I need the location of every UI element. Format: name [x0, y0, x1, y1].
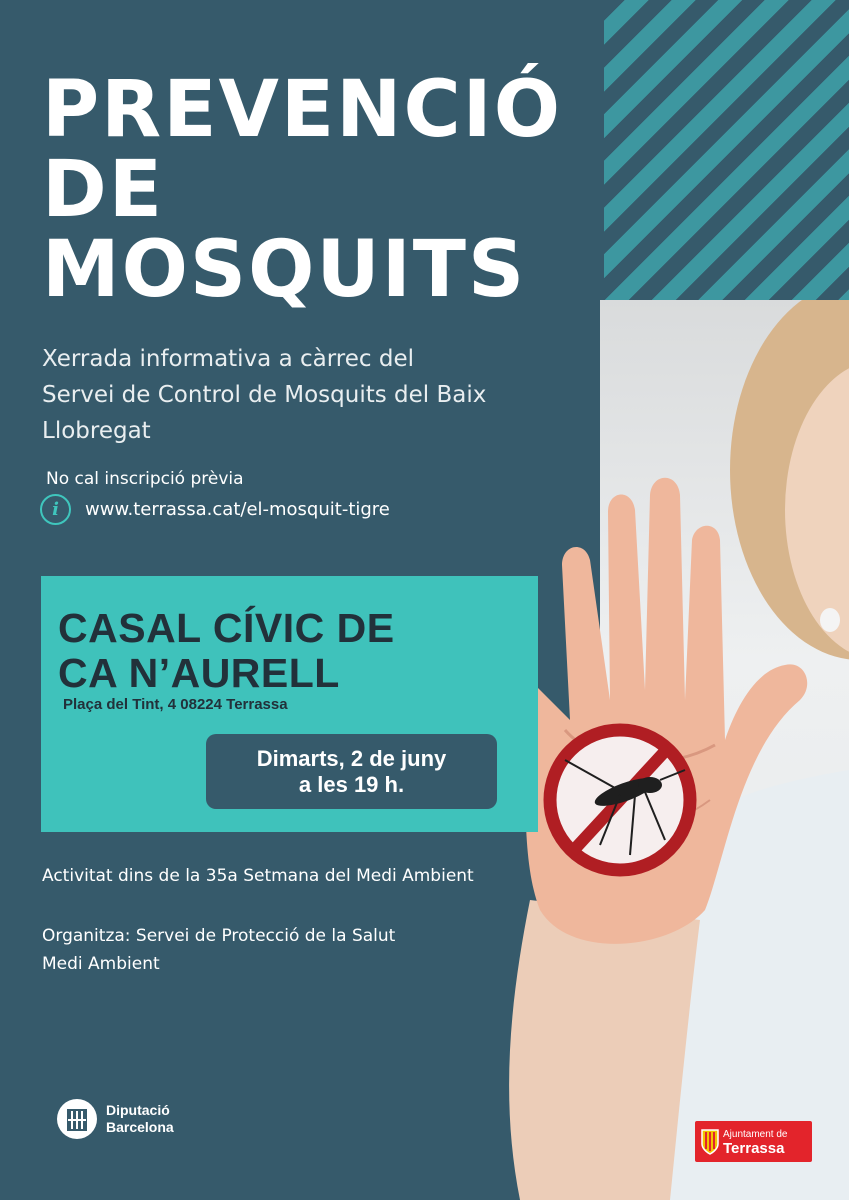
website-link[interactable]: www.terrassa.cat/el-mosquit-tigre: [85, 499, 390, 520]
date-box: [206, 734, 497, 809]
poster-title: [42, 65, 563, 315]
title-line: DE: [42, 145, 165, 235]
talk-description: [42, 341, 562, 449]
venue-name-line: CASAL CÍVIC DE: [58, 605, 395, 651]
venue-box: [41, 576, 538, 832]
venue-name-line: CA N’AURELL: [58, 650, 340, 696]
terrassa-logo: [695, 1121, 812, 1162]
title-line: PREVENCIÓ: [42, 65, 563, 155]
activity-text: Activitat dins de la 35a Setmana del Medi Ambient: [42, 866, 474, 886]
registration-note: No cal inscripció prèvia: [46, 469, 244, 489]
no-mosquito-icon: [550, 730, 690, 870]
terrassa-shield-icon: [701, 1129, 719, 1155]
terrassa-line2: Terrassa: [723, 1139, 785, 1157]
diputacio-logo: [56, 1098, 174, 1140]
venue-name: [58, 606, 395, 696]
venue-address: Plaça del Tint, 4 08224 Terrassa: [63, 696, 288, 713]
diputacio-line: Diputació: [106, 1102, 170, 1118]
subtitle-line: Xerrada informativa a càrrec del: [42, 346, 414, 372]
subtitle-line: Llobregat: [42, 418, 151, 444]
organizer-line: Organitza: Servei de Protecció de la Salut: [42, 926, 396, 946]
date-line: Dimarts, 2 de juny: [256, 745, 447, 771]
website-row: [40, 494, 390, 525]
diputacio-name: [106, 1102, 174, 1136]
diputacio-crest-icon: [56, 1098, 98, 1140]
terrassa-name: [723, 1128, 788, 1156]
organizer-text: [42, 922, 395, 978]
organizer-line: Medi Ambient: [42, 954, 160, 974]
info-icon: i: [40, 494, 71, 525]
time-line: a les 19 h.: [298, 771, 405, 797]
subtitle-line: Servei de Control de Mosquits del Baix: [42, 382, 487, 408]
diputacio-line: Barcelona: [106, 1119, 174, 1135]
terrassa-line1: Ajuntament de: [723, 1128, 788, 1140]
title-line: MOSQUITS: [42, 225, 527, 315]
